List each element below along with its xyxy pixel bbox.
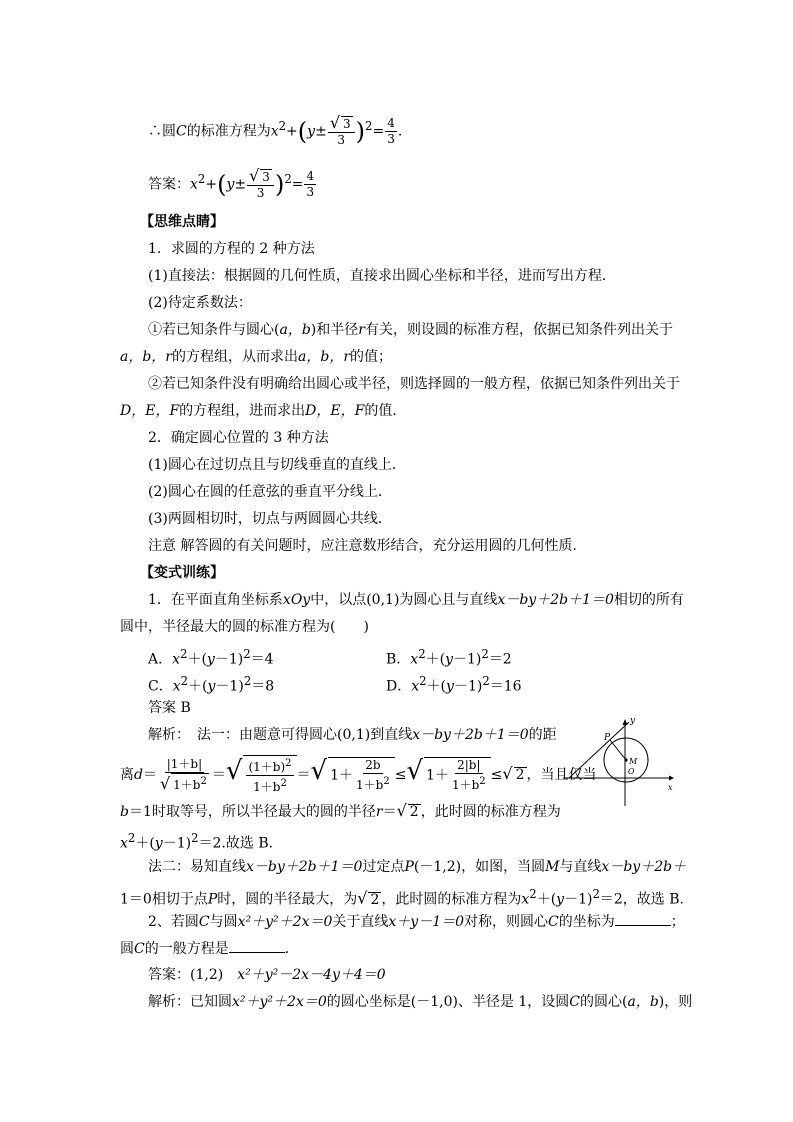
- center-point-M: [624, 758, 627, 761]
- var-y: y: [307, 123, 316, 140]
- question-1-line-2: 圆中，半径最大的圆的标准方程为( ): [120, 619, 369, 635]
- radius-PM: [610, 740, 626, 760]
- label-M: M: [629, 757, 638, 766]
- open-paren: (: [217, 170, 227, 199]
- text: ∴圆: [148, 123, 176, 140]
- x-axis-arrow: [669, 776, 674, 781]
- paragraph: D，E，F的方程组，进而求出D，E，F的值．: [120, 403, 407, 419]
- solution-line-4: $x^2+(y-1)^2=2$.故选 B.: [120, 831, 274, 852]
- paragraph: a，b，r的方程组，从而求出a，b，r的值；: [120, 349, 393, 365]
- op: ±: [234, 176, 247, 193]
- op: =: [372, 123, 385, 140]
- solution-line-3: b＝1时取等号，所以半径最大的圆的半径r＝√ 2 ，此时圆的标准方程为: [120, 801, 561, 820]
- geometry-figure: [563, 716, 675, 808]
- answer-q2: 答案：(1,2) x²＋y²－2x－4y＋4＝0: [148, 967, 386, 983]
- fraction: $\frac{4}{3}$: [387, 116, 395, 147]
- conclusion-line: [148, 112, 402, 148]
- exp: 2: [197, 172, 206, 186]
- op: +: [205, 176, 218, 193]
- solution-line-1: 解析： 法一：由题意可得圆心(0,1)到直线x－by＋2b＋1＝0的距: [148, 727, 557, 743]
- paragraph: ①若已知条件与圆心(a，b)和半径r有关，则设圆的标准方程，依据已知条件列出关于: [148, 322, 673, 338]
- option-d: D．$x^2+(y-1)^2=16$: [386, 674, 522, 695]
- op: +: [286, 123, 298, 140]
- exp: 2: [365, 119, 373, 133]
- tangent-line: [569, 722, 629, 778]
- close-paren: ): [274, 170, 285, 199]
- close-paren: ): [355, 117, 366, 146]
- fraction: $\frac{√ 3}{3}$: [328, 115, 355, 148]
- method-title: 1．求圆的方程的 2 种方法: [148, 241, 315, 257]
- paragraph: (1)圆心在过切点且与切线垂直的直线上．: [148, 457, 406, 473]
- fraction: $\frac{√ 3}{3}$: [247, 168, 274, 201]
- answer-blank-1[interactable]: [615, 911, 671, 926]
- var-x: x: [270, 123, 279, 140]
- var-C: C: [176, 123, 187, 140]
- section-heading-practice: 【变式训练】: [140, 565, 224, 581]
- var-y: y: [226, 176, 235, 193]
- open-paren: (: [297, 117, 308, 146]
- text: 的标准方程为: [186, 123, 271, 140]
- section-heading-thinking: 【思维点睛】: [140, 214, 224, 230]
- paragraph: (3)两圆相切时，切点与两圆圆心共线．: [148, 511, 392, 527]
- answer-blank-2[interactable]: [229, 938, 285, 953]
- answer-label: 答案：: [148, 176, 190, 193]
- solution-method-2-line-1: 法二：易知直线x－by＋2b＋1＝0过定点P(－1,2)，如图，当圆M与直线x－by＋2b＋: [148, 859, 687, 875]
- solution-q2: 解析：已知圆x²＋y²＋2x＝0的圆心坐标是(－1,0)、半径是 1，设圆C的圆心(a，b)，则: [148, 994, 693, 1010]
- paragraph: (2)圆心在圆的任意弦的垂直平分线上．: [148, 484, 392, 500]
- label-P: P: [604, 733, 611, 743]
- question-2-line-1: 2、若圆C与圆x²＋y²＋2x＝0关于直线x＋y－1＝0对称，则圆心C的坐标为 ；: [148, 911, 685, 932]
- question-1-line-1: 1．在平面直角坐标系xOy中，以点(0,1)为圆心且与直线x－by＋2b＋1＝0相切的所有: [148, 592, 684, 608]
- answer-q1: 答案 B: [148, 700, 191, 716]
- paragraph: (1)直接法：根据圆的几何性质，直接求出圆心坐标和半径，进而写出方程．: [148, 268, 616, 284]
- label-O: O: [628, 767, 635, 776]
- option-a: A．$x^2+(y-1)^2=4$: [148, 647, 274, 668]
- solution-method-2-line-2: 1＝0相切于点P时，圆的半径最大，为√ 2 ，此时圆的标准方程为$x^2+(y-1)^2=2$，故选 B.: [120, 887, 684, 908]
- label-y: y: [630, 716, 636, 726]
- answer-line: [148, 165, 317, 201]
- fraction: $\frac{4}{3}$: [306, 169, 315, 200]
- option-b: B．$x^2+(y-1)^2=2$: [386, 647, 512, 668]
- question-2-line-2: 圆C的一般方程是 ．: [120, 938, 299, 959]
- text: .: [397, 123, 403, 140]
- op: ±: [315, 123, 327, 140]
- exp: 2: [284, 172, 292, 186]
- paragraph: (2)待定系数法：: [148, 295, 252, 311]
- exp: 2: [278, 119, 287, 133]
- paragraph: ②若已知条件没有明确给出圆心或半径，则选择圆的一般方程，依据已知条件列出关于: [148, 376, 680, 392]
- label-x: x: [668, 783, 673, 792]
- op: =: [291, 176, 304, 193]
- var-x: x: [190, 176, 198, 193]
- note: 注意 解答圆的有关问题时，应注意数形结合，充分运用圆的几何性质．: [148, 538, 587, 554]
- method-title: 2．确定圆心位置的 3 种方法: [148, 430, 329, 446]
- option-c: C．$x^2+(y-1)^2=8$: [148, 674, 275, 695]
- solution-formula: 离d＝ $\frac{|1+b|}{√ 1+b^2}$ ＝√ $\frac{(1+b)^2}{1+b^2}$ ＝√ 1＋ $\frac{2b}{1+b^2}$ ≤√ 1＋ $\frac{2|b|}{1+b^2}$ ≤√ 2 ，当且仅当: [120, 756, 597, 794]
